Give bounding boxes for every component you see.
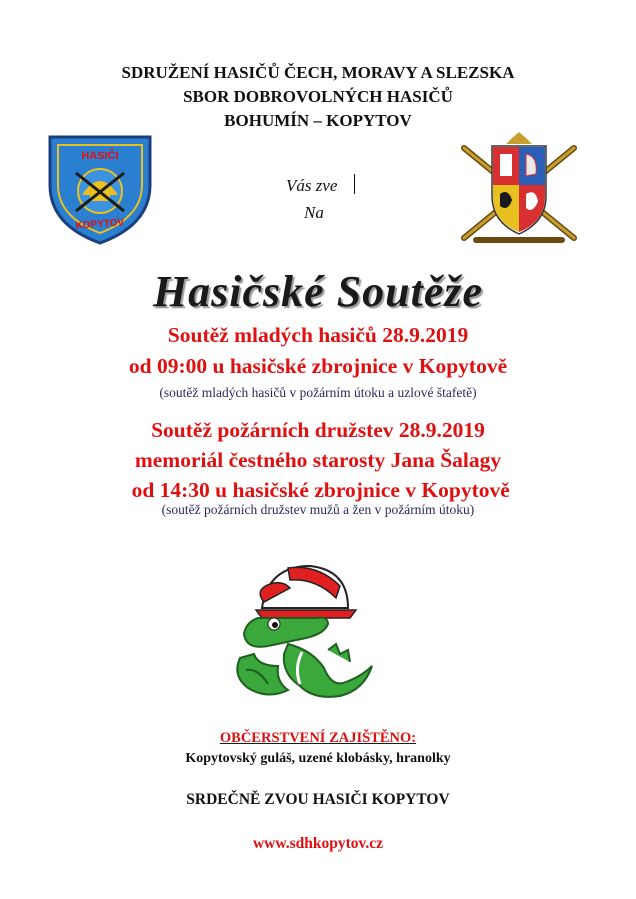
event1-line-2: od 09:00 u hasičské zbrojnice v Kopytově — [128, 354, 508, 378]
dragon-mascot-image — [228, 558, 384, 708]
text-cursor — [354, 174, 355, 194]
hasici-kopytov-logo — [46, 133, 154, 245]
event2-note: (soutěž požárních družstev mužů a žen v požárním útoku) — [161, 502, 475, 517]
header-line-2: SBOR DOBROVOLNÝCH HASIČŮ — [183, 87, 453, 106]
refreshments-items: Kopytovský guláš, uzené klobásky, hranolky — [185, 751, 451, 766]
logo-bottom-text: KOPYTOV — [75, 217, 125, 232]
page-title: Hasičské Soutěže — [152, 267, 484, 316]
event1-line-1: Soutěž mladých hasičů 28.9.2019 — [167, 323, 469, 347]
footer-invite: SRDEČNĚ ZVOU HASIČI KOPYTOV — [186, 791, 450, 808]
invite-line-1: Vás zve — [286, 176, 338, 195]
event1-note: (soutěž mladých hasičů v požárním útoku a uzlové štafetě) — [159, 385, 477, 400]
website-link[interactable]: www.sdhkopytov.cz — [252, 835, 384, 852]
website-link-wrap — [0, 835, 636, 853]
event2-line-2: memoriál čestného starosty Jana Šalagy — [134, 448, 502, 472]
invite-line-2: Na — [304, 203, 324, 222]
event2-line-3: od 14:30 u hasičské zbrojnice v Kopytově — [126, 478, 510, 502]
header-line-3: BOHUMÍN – KOPYTOV — [224, 111, 412, 130]
logo-top-text: HASIČI — [81, 150, 119, 162]
coat-of-arms-emblem — [456, 130, 582, 246]
header-line-1: SDRUŽENÍ HASIČŮ ČECH, MORAVY A SLEZSKA — [121, 63, 515, 82]
event2-line-1: Soutěž požárních družstev 28.9.2019 — [151, 418, 485, 442]
refreshments-heading: OBČERSTVENÍ ZAJIŠTĚNO: — [219, 730, 417, 746]
